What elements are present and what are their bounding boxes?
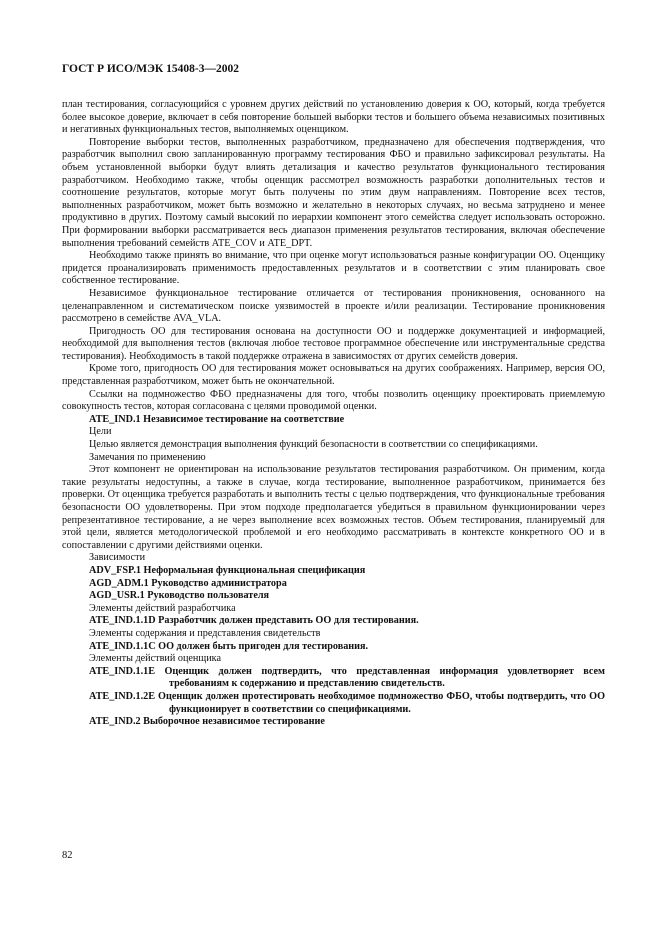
paragraph: Пригодность ОО для тестирования основана на доступности ОО и поддержке документацией и информацией, необходимой для выполнения тестов (включая любое тестовое программное обеспечение или инструментальные средства тестирования). Необходимость в такой поддержке отражена в зависимостях от других семейств доверия. [62, 325, 605, 362]
paragraph: план тестирования, согласующийся с уровнем других действий по установлению доверия к ОО, который, когда требуется более высокое доверие, включает в себя повторение большей выборки тестов и большего объема независимых позитивных и негативных функциональных тестов, выполняемых оценщиком. [62, 99, 605, 136]
notes-label: Замечания по применению [89, 451, 206, 463]
deps-label: Зависимости [89, 552, 146, 564]
component-title: ATE_IND.1 Независимое тестирование на соответствие [89, 413, 345, 425]
document-body [62, 99, 605, 729]
next-component-title: ATE_IND.2 Выборочное независимое тестирование [89, 716, 325, 728]
page-number: 82 [62, 850, 73, 861]
document-header: ГОСТ Р ИСО/МЭК 15408-3—2002 [62, 63, 239, 75]
dev-action-item: ATE_IND.1.1D Разработчик должен представить ОО для тестирования. [89, 615, 419, 627]
content-element-item: ATE_IND.1.1C ОО должен быть пригоден для тестирования. [89, 640, 369, 652]
dependency-item: AGD_ADM.1 Руководство администратора [89, 577, 287, 589]
content-elements-label: Элементы содержания и представления свидетельств [89, 627, 321, 639]
goals-label: Цели [89, 426, 112, 438]
paragraph: Необходимо также принять во внимание, что при оценке могут использоваться разные конфигурации ОО. Оценщику придется проанализировать применимость предоставленных результатов и в соответствии с этим планировать свое собственное тестирование. [62, 250, 605, 287]
dependency-item: ADV_FSP.1 Неформальная функциональная спецификация [89, 564, 366, 576]
eval-action-item: ATE_IND.1.1E Оценщик должен подтвердить, что представленная информация удовлетворяет всем требованиям к содержанию и представлению свидетельств. [89, 665, 605, 690]
dev-actions-label: Элементы действий разработчика [89, 602, 236, 614]
notes-text: Этот компонент не ориентирован на использование результатов тестирования разработчиком. Он применим, когда такие результаты недоступны, а также в случае, когда тестирование, выполненное разработчиком, принимается без проверки. От оценщика требуется разработать и выполнить тесты с целью подтверждения, что функциональные требования безопасности ОО удовлетворены. При этом подходе предполагается убедиться в правильном функционировании через репрезентативное тестирование, а не через выполнение всех возможных тестов. Объем тестирования, планируемый для этой цели, является методологической проблемой и его необходимо рассматривать в контексте конкретного ОО и в сопоставлении с другими действиями оценки. [62, 464, 605, 551]
paragraph: Повторение выборки тестов, выполненных разработчиком, предназначено для обеспечения подтверждения, что разработчик выполнил свою запланированную программу тестирования ФБО и правильно зафиксировал результаты. На объем установленной выборки будут влиять детализация и качество результатов функционального тестирования разработчиком. Необходимо также, чтобы оценщик рассмотрел возможность разработки дополнительных тестов и соотношение результатов, которые могут быть получены по этим двум направлениям. Повторение всех тестов, выполненных разработчиком, может быть возможно и желательно в некоторых случаях, но весьма затруднено и менее продуктивно в других. Поэтому самый высокий по иерархии компонент этого семейства следует использовать осторожно. При формировании выборки рассматривается весь диапазон применения результатов тестирования, включая обеспечение выполнения требований семейств ATE_COV и ATE_DPT. [62, 136, 605, 249]
goals-text: Целью является демонстрация выполнения функций безопасности в соответствии со спецификациями. [89, 439, 538, 451]
dependency-item: AGD_USR.1 Руководство пользователя [89, 590, 270, 602]
eval-action-item: ATE_IND.1.2E Оценщик должен протестировать необходимое подмножество ФБО, чтобы подтвердить, что ОО функционирует в соответствии со спецификациями. [89, 690, 605, 715]
eval-actions-label: Элементы действий оценщика [89, 653, 221, 665]
paragraph: Кроме того, пригодность ОО для тестирования может основываться на других соображениях. Например, версия ОО, представленная разработчиком, может быть не окончательной. [62, 363, 605, 388]
paragraph: Ссылки на подмножество ФБО предназначены для того, чтобы позволить оценщику проектировать приемлемую совокупность тестов, которая согласована с целями проводимой оценки. [62, 388, 605, 413]
paragraph: Независимое функциональное тестирование отличается от тестирования проникновения, основанного на целенаправленном и систематическом поиске уязвимостей в проекте и/или реализации. Тестирование проникновения рассмотрено в семействе AVA_VLA. [62, 287, 605, 325]
